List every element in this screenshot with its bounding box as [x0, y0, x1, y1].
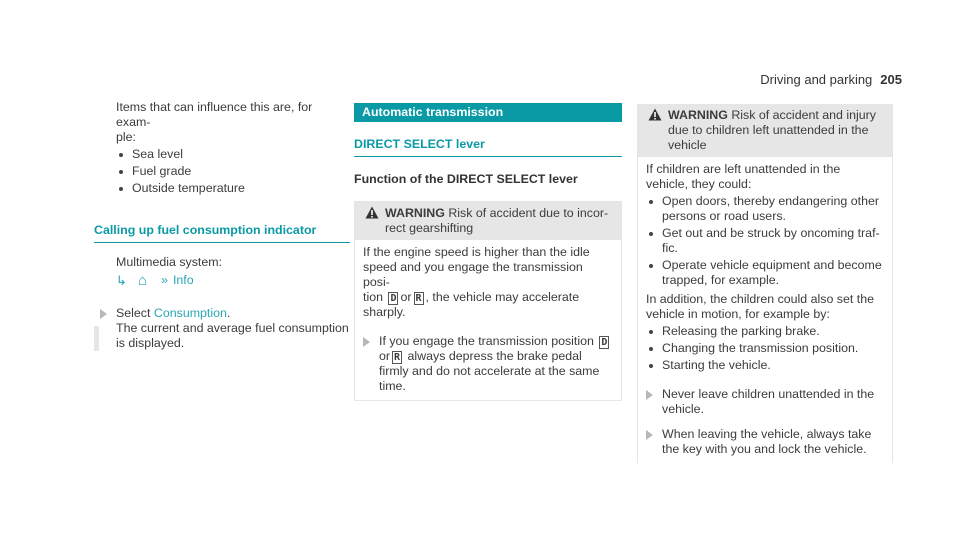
page-header: [760, 72, 902, 87]
step-suffix: .: [226, 306, 231, 320]
step-result: The current and average fuel consumption is displayed.: [116, 321, 349, 350]
home-icon: ⌂: [138, 272, 148, 289]
intro-text: Items that can influence this are, for exam- ple:: [116, 100, 313, 144]
warning-icon: [648, 108, 662, 121]
step-text: If you engage the transmission position: [379, 334, 594, 348]
warning-step: [363, 334, 613, 394]
warning-head-text: Risk of accident due to incor- rect gearshifting: [385, 206, 609, 235]
warning-head-text: Risk of accident and injury due to children left unattended in the vehicle: [668, 108, 876, 152]
section-name: Driving and parking: [760, 72, 873, 87]
step-text-end: always depress the brake pedal firmly and do not accelerate at the same time.: [379, 349, 600, 393]
or-text: or: [400, 290, 412, 304]
warning-header: [638, 104, 892, 157]
warning-text: If the engine speed is higher than the idle speed and you engage the transmission posi- tion: [363, 245, 590, 304]
heading: Function of the DIRECT SELECT lever: [354, 172, 578, 186]
gear-d-icon: D: [601, 337, 608, 348]
warning-header: [355, 202, 621, 240]
instruction-step: [94, 306, 350, 351]
chapter-banner: Automatic transmission: [354, 103, 622, 122]
list-item: Changing the transmission position.: [646, 341, 884, 356]
motion-list: [646, 324, 884, 373]
multimedia-label: Multimedia system:: [116, 255, 223, 269]
section-title: Calling up fuel consumption indicator: [94, 223, 350, 243]
list-item: Open doors, thereby endangering other persons or road users.: [646, 194, 884, 224]
paragraph: If children are left unattended in the vehicle, they could:: [646, 162, 841, 191]
step-arrow-icon: [646, 430, 653, 440]
list-item: Outside temperature: [116, 181, 350, 196]
influence-list: [94, 147, 350, 196]
step-arrow-icon: [646, 390, 653, 400]
gear-d-icon: D: [390, 293, 397, 304]
list-item: Starting the vehicle.: [646, 358, 884, 373]
column-3: [637, 104, 893, 463]
page-number: 205: [880, 72, 902, 87]
list-item: Sea level: [116, 147, 350, 162]
warning-step: [646, 427, 884, 457]
list-item: Fuel grade: [116, 164, 350, 179]
list-item: Releasing the parking brake.: [646, 324, 884, 339]
step-text: When leaving the vehicle, always take the key with you and lock the vehicle.: [662, 427, 872, 456]
consumption-link[interactable]: Consumption: [153, 306, 227, 320]
list-item: Get out and be struck by oncoming traf- fic.: [646, 226, 884, 256]
double-chevron-icon: »: [161, 273, 168, 287]
step-bar: [94, 326, 99, 351]
warning-text-end: , the vehicle may accelerate sharply.: [363, 290, 580, 319]
sub-title: DIRECT SELECT lever: [354, 137, 622, 157]
step-text: Never leave children unattended in the vehicle.: [662, 387, 875, 416]
warning-body: [638, 157, 892, 463]
warning-box: [354, 201, 622, 401]
return-arrow-icon: ↳: [116, 273, 127, 288]
warning-label: WARNING: [668, 108, 728, 122]
or-text: or: [379, 349, 391, 363]
paragraph: In addition, the children could also set the vehicle in motion, for example by:: [646, 292, 874, 321]
step-prefix: Select: [116, 306, 154, 320]
warning-step: [646, 387, 884, 417]
warning-body: [355, 240, 621, 400]
nav-path: [116, 273, 350, 288]
step-arrow-icon: [100, 309, 107, 319]
nav-info: Info: [172, 273, 194, 287]
step-arrow-icon: [363, 337, 370, 347]
warning-icon: [365, 206, 379, 219]
risk-list: [646, 194, 884, 288]
column-2: [354, 103, 622, 401]
gear-r-icon: R: [415, 293, 422, 304]
gear-r-icon: R: [394, 352, 401, 363]
list-item: Operate vehicle equipment and become trapped, for example.: [646, 258, 884, 288]
column-1: [94, 100, 350, 351]
warning-label: WARNING: [385, 206, 445, 220]
